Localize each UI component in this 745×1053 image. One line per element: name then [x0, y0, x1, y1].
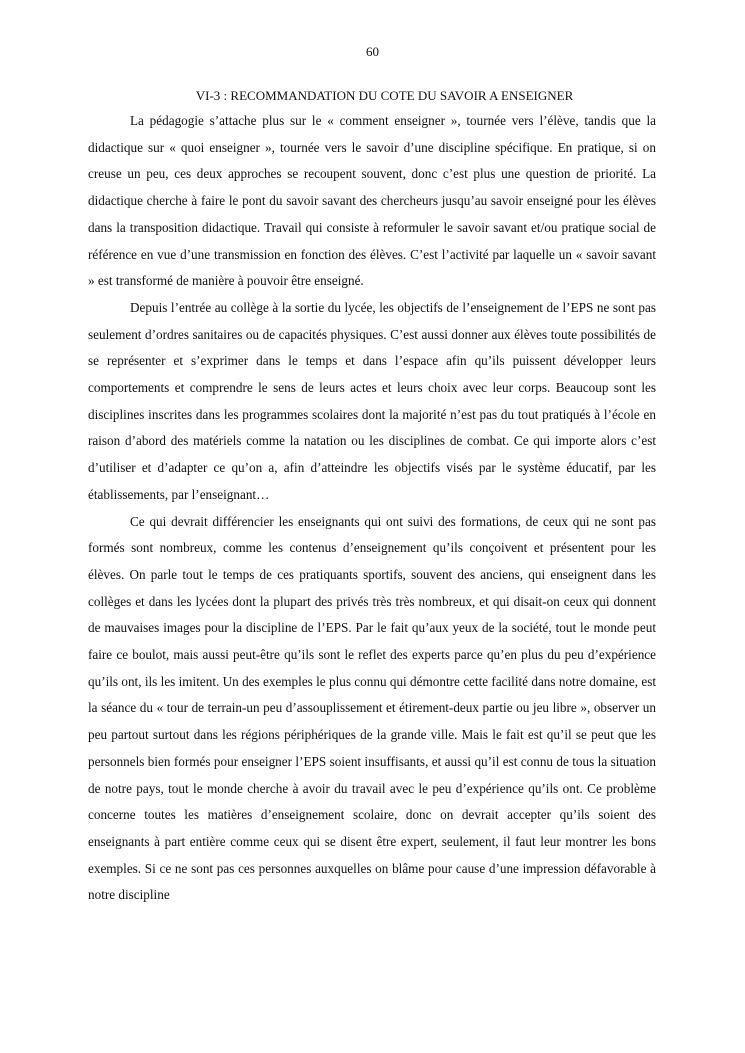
paragraph-3: Ce qui devrait différencier les enseignants qui ont suivi des formations, de ceux qui ne sont pas formés sont nombreux, comme les contenus d’enseignement qu’ils conçoivent et présentent pour les élèves. On parle tout le temps de ces pratiquants sportifs, souvent des anciens, qui enseignent dans les collèges et dans les lycées dont la plupart des privés très très nombreux, et qui disait-on ceux qui donnent de mauvaises images pour la discipline de l’EPS. Par le fait qu’aux yeux de la société, tout le monde peut faire ce boulot, mais aussi peut-être qu’ils sont le reflet des experts parce qu’en plus du peu d’expérience qu’ils ont, ils les imitent. Un des exemples le plus connu qui démontre cette facilité dans notre domaine, est la séance du « tour de terrain-un peu d’assouplissement et étirement-deux partie ou jeu libre », observer un peu partout surtout dans les régions périphériques de la grande ville. Mais le fait est qu’il se peut que les personnels bien formés pour enseigner l’EPS soient insuffisants, et aussi qu’il est connu de tous la situation de notre pays, tout le monde cherche à avoir du travail avec le peu d’expérience qu’ils ont. Ce problème concerne toutes les matières d’enseignement scolaire, donc on devrait accepter qu’ils soient des enseignants à part entière comme ceux qui se disent être expert, seulement, il faut leur montrer les bons exemples. Si ce ne sont pas ces personnes auxquelles on blâme pour cause d’une impression défavorable à notre discipline — [88, 513, 656, 903]
body-text — [88, 108, 656, 909]
paragraph-1: La pédagogie s’attache plus sur le « comment enseigner », tournée vers l’élève, tandis que la didactique sur « quoi enseigner », tournée vers le savoir d’une discipline spécifique. En pratique, si on creuse un peu, ces deux approches se recoupent souvent, donc c’est plus une question de priorité. La didactique cherche à faire le pont du savoir savant des chercheurs jusqu’au savoir enseigné pour les élèves dans la transposition didactique. Travail qui consiste à reformuler le savoir savant et/ou pratique social de référence en vue d’une transmission en fonction des élèves. C’est l’activité par laquelle un « savoir savant » est transformé de manière à pouvoir être enseigné. — [88, 113, 656, 289]
section-heading: VI-3 : RECOMMANDATION DU COTE DU SAVOIR A ENSEIGNER — [195, 88, 574, 103]
paragraph-2: Depuis l’entrée au collège à la sortie du lycée, les objectifs de l’enseignement de l’EPS ne sont pas seulement d’ordres sanitaires ou de capacités physiques. C’est aussi donner aux élèves toute possibilités de se représenter et s’exprimer dans le temps et dans l’espace afin qu’ils puissent développer leurs comportements et comprendre le sens de leurs actes et leurs choix avec leur corps. Beaucoup sont les disciplines inscrites dans les programmes scolaires dont la majorité n’est pas du tout pratiqués à l’école en raison d’abord des matériels comme la natation ou les disciplines de combat. Ce qui importe alors c’est d’utiliser et d’adapter ce qu’on a, afin d’atteindre les objectifs visés par le système éducatif, par les établissements, par l’enseignant… — [88, 299, 656, 502]
page-number: 60 — [366, 44, 379, 59]
